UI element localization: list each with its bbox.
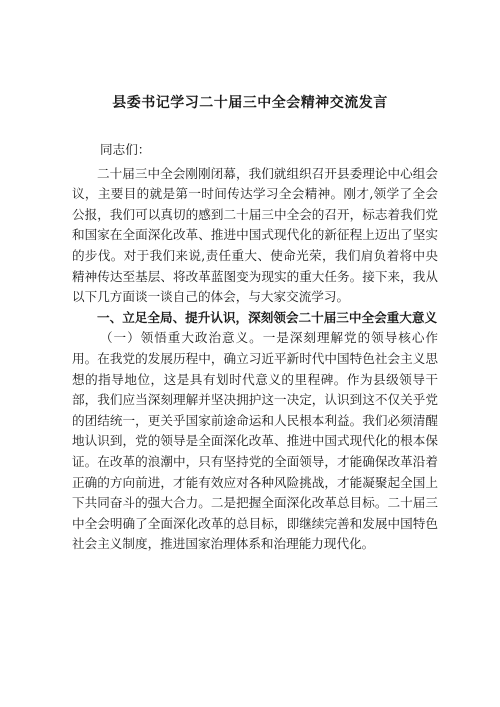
paragraph-subsection: （一）领悟重大政治意义。一是深刻理解党的领导核心作用。在我党的发展历程中，确立习近平新时代中国特色社会主义思想的指导地位，这是具有划时代意义的里程碑。作为县级领导干部，我们应当深刻理解并坚决拥护这一决定，认识到这不仅关乎党的团结统一，更关乎国家前途命运和人民根本利益。我们必须清醒地认识到，党的领导是全面深化改革、推进中国式现代化的根本保证。在改革的浪潮中，只有坚持党的全面领导，才能确保改革沿着正确的方向前进，才能有效应对各种风险挑战，才能凝聚起全国上下共同奋斗的强大合力。二是把握全面深化改革总目标。二十届三中全会明确了全面深化改革的总目标，即继续完善和发展中国特色社会主义制度，推进国家治理体系和治理能力现代化。 xyxy=(72,330,438,552)
paragraph-intro: 二十届三中全会刚刚闭幕，我们就组织召开县委理论中心组会议，主要目的就是第一时间传达学习全会精神。刚才,领学了全会公报，我们可以真切的感到二十届三中全会的召开，标志着我们党和国家在全面深化改革、推进中国式现代化的新征程上迈出了坚实的步伐。对于我们来说,责任重大、使命光荣，我们肩负着将中央精神传达至基层、将改革蓝图变为现实的重大任务。接下来，我从以下几方面谈一谈自己的体会，与大家交流学习。 xyxy=(72,165,438,305)
section-heading: 一、立足全局、提升认识，深刻领会二十届三中全会重大意义 xyxy=(97,309,438,325)
document-body xyxy=(72,140,438,555)
document-title: 县委书记学习二十届三中全会精神交流发言 xyxy=(112,95,388,111)
salutation: 同志们： xyxy=(100,142,151,157)
